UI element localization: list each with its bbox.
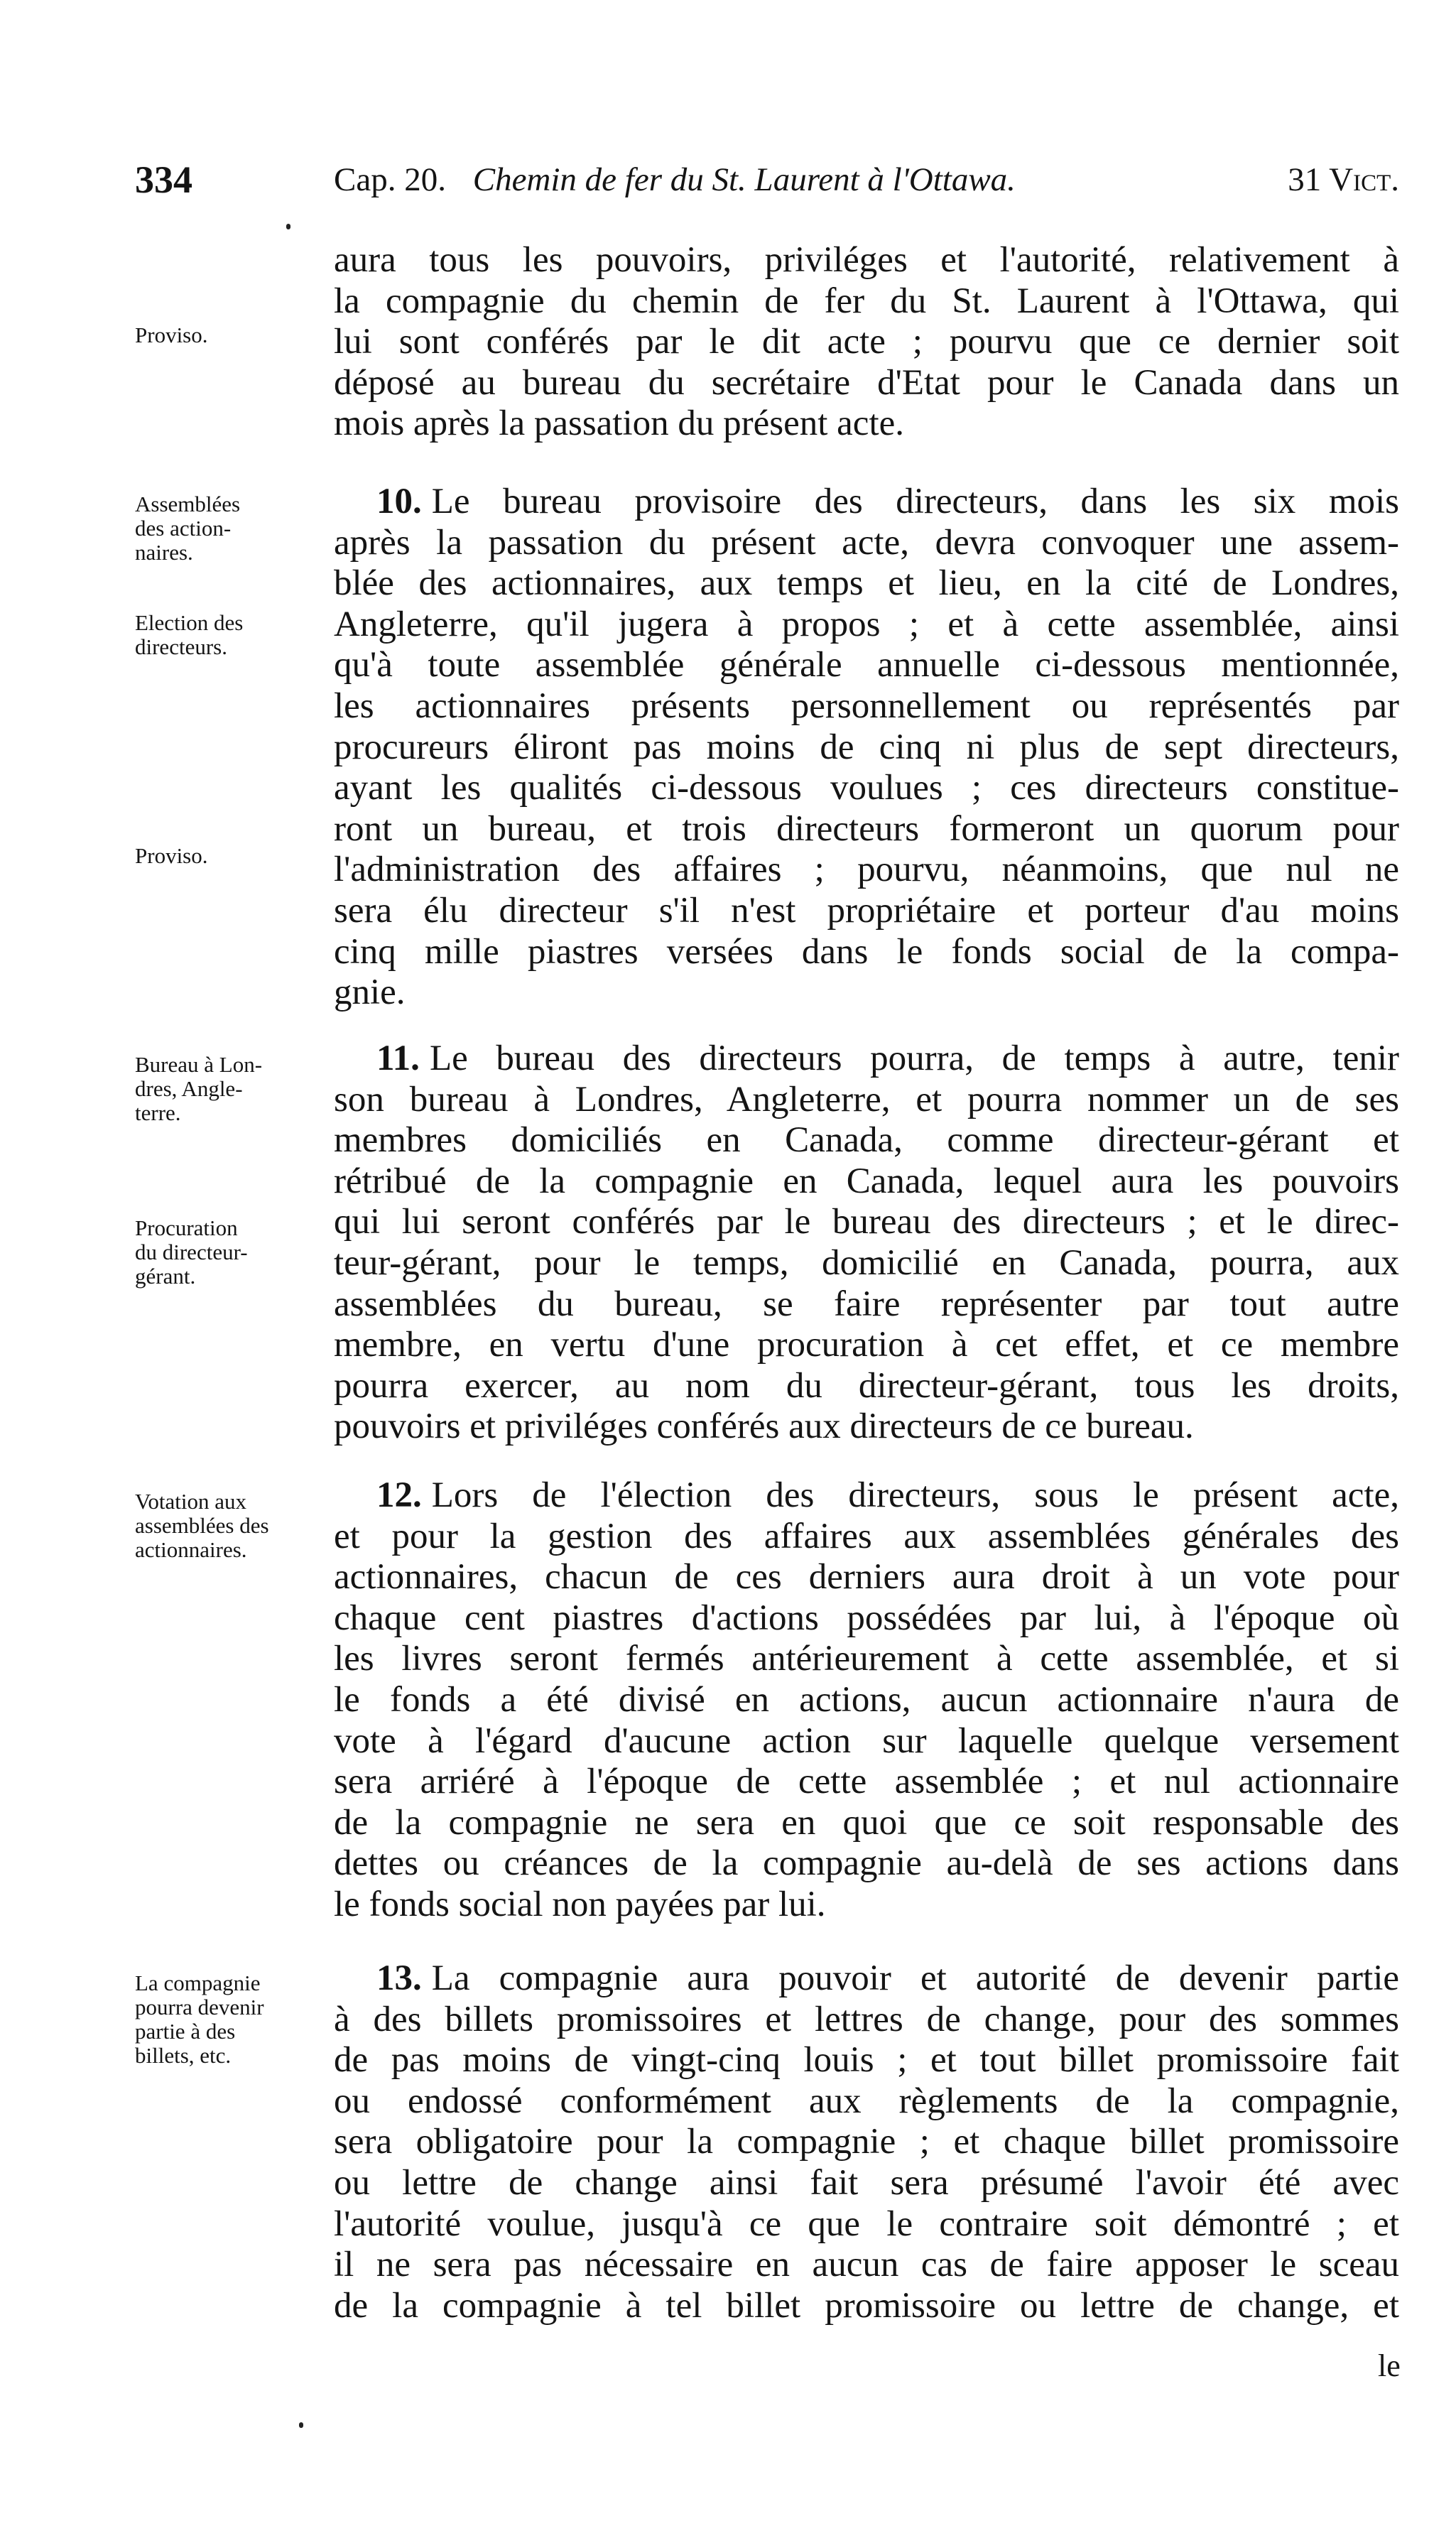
section-10 (334, 482, 1399, 1014)
catchword: le (1378, 2348, 1401, 2383)
margin-note-procuration: Procuration du directeur- gérant. (135, 1215, 248, 1289)
text-line: et pour la gestion des affaires aux assemblées générales des (334, 1516, 1399, 1556)
section-12 (334, 1475, 1399, 1926)
print-speck (286, 224, 290, 229)
text-line: Le bureau des directeurs pourra, de temps à autre, tenir (429, 1039, 1399, 1078)
text-line: lui sont conférés par le dit acte ; pourvu que ce dernier soit (334, 322, 1399, 362)
margin-note-votation: Votation aux assemblées des actionnaires. (135, 1489, 269, 1562)
intro-paragraph (334, 240, 1399, 445)
print-speck (299, 2422, 303, 2428)
chapter-label: Cap. 20. (334, 161, 446, 198)
text-line: les livres seront fermés antérieurement à cette assemblée, et si (334, 1639, 1399, 1679)
text-line: qu'à toute assemblée générale annuelle ci-dessous mentionnée, (334, 645, 1399, 685)
text-line: l'administration des affaires ; pourvu, néanmoins, que nul ne (334, 850, 1399, 890)
text-line: ou lettre de change ainsi fait sera présumé l'avoir été avec (334, 2162, 1399, 2203)
text-line: pourra exercer, au nom du directeur-gérant, tous les droits, (334, 1365, 1399, 1406)
text-line: dettes ou créances de la compagnie au-delà de ses actions dans (334, 1843, 1399, 1884)
section-11 (334, 1039, 1399, 1448)
text-line: actionnaires, chacun de ces derniers aura droit à un vote pour (334, 1557, 1399, 1598)
text-line: blée des actionnaires, aux temps et lieu, en la cité de Londres, (334, 563, 1399, 604)
text-line: teur-gérant, pour le temps, domicilié en Canada, pourra, aux (334, 1242, 1399, 1283)
text-line: ayant les qualités ci-dessous voulues ; ces directeurs constitue- (334, 768, 1399, 808)
section-number: 11. (376, 1039, 420, 1078)
margin-note-billets: La compagnie pourra devenir partie à des billets, etc. (135, 1970, 264, 2068)
running-header (0, 158, 1456, 215)
section-number: 10. (376, 482, 422, 521)
text-line: de pas moins de vingt-cinq louis ; et tout billet promissoire fait (334, 2040, 1399, 2081)
text-line: pouvoirs et priviléges conférés aux directeurs de ce bureau. (334, 1406, 1194, 1447)
text-line: la compagnie du chemin de fer du St. Laurent à l'Ottawa, qui (334, 281, 1399, 321)
margin-note-proviso: Proviso. (135, 322, 208, 347)
page-number: 334 (135, 158, 192, 201)
text-line: ou endossé conformément aux règlements de la compagnie, (334, 2081, 1399, 2121)
text-line: Angleterre, qu'il jugera à propos ; et à cette assemblée, ainsi (334, 604, 1399, 644)
text-line: le fonds social non payées par lui. (334, 1884, 826, 1924)
text-line: de la compagnie à tel billet promissoire ou lettre de change, et (334, 2285, 1399, 2326)
text-line: le fonds a été divisé en actions, aucun actionnaire n'aura de (334, 1679, 1399, 1720)
act-title: Chemin de fer du St. Laurent à l'Ottawa. (472, 161, 1016, 198)
text-line: aura tous les pouvoirs, priviléges et l'autorité, relativement à (334, 240, 1399, 280)
text-line: les actionnaires présents personnellement ou représentés par (334, 685, 1399, 726)
text-line: après la passation du présent acte, devra convoquer une assem- (334, 522, 1399, 563)
text-line: membre, en vertu d'une procuration à cet effet, et ce membre (334, 1325, 1399, 1365)
margin-note-assemblees: Assemblées des action- naires. (135, 492, 241, 565)
text-line: ront un bureau, et trois directeurs formeront un quorum pour (334, 808, 1399, 849)
text-line: l'autorité voulue, jusqu'à ce que le contraire soit démontré ; et (334, 2203, 1399, 2244)
text-line: son bureau à Londres, Angleterre, et pourra nommer un de ses (334, 1079, 1399, 1119)
text-line: vote à l'égard d'aucune action sur laquelle quelque versement (334, 1720, 1399, 1761)
text-line: mois après la passation du présent acte. (334, 403, 905, 444)
text-line: membres domiciliés en Canada, comme directeur-gérant et (334, 1120, 1399, 1161)
margin-note-bureau-londres: Bureau à Lon- dres, Angle- terre. (135, 1052, 263, 1125)
text-line: sera arriéré à l'époque de cette assemblée ; et nul actionnaire (334, 1762, 1399, 1802)
text-line: il ne sera pas nécessaire en aucun cas de faire apposer le sceau (334, 2245, 1399, 2285)
text-line: sera élu directeur s'il n'est propriétaire et porteur d'au moins (334, 890, 1399, 931)
text-line: déposé au bureau du secrétaire d'Etat pour le Canada dans un (334, 362, 1399, 403)
text-line: procureurs éliront pas moins de cinq ni plus de sept directeurs, (334, 727, 1399, 767)
text-line: qui lui seront conférés par le bureau des directeurs ; et le direc- (334, 1202, 1399, 1242)
text-line: assemblées du bureau, se faire représenter par tout autre (334, 1284, 1399, 1324)
text-line: chaque cent piastres d'actions possédées par lui, à l'époque où (334, 1598, 1399, 1638)
text-line: cinq mille piastres versées dans le fonds social de la compa- (334, 931, 1399, 972)
margin-note-proviso: Proviso. (135, 843, 208, 868)
session-label: 31 Vict. (1288, 161, 1399, 198)
text-line: à des billets promissoires et lettres de change, pour des sommes (334, 1999, 1399, 2039)
text-line: sera obligatoire pour la compagnie ; et chaque billet promissoire (334, 2122, 1399, 2162)
text-line: gnie. (334, 972, 406, 1013)
section-number: 12. (376, 1475, 422, 1515)
section-number: 13. (376, 1958, 422, 1998)
section-13 (334, 1958, 1399, 2326)
text-line: de la compagnie ne sera en quoi que ce soit responsable des (334, 1802, 1399, 1843)
running-head (334, 161, 1399, 199)
text-line: La compagnie aura pouvoir et autorité de devenir partie (431, 1958, 1399, 1998)
text-line: rétribué de la compagnie en Canada, lequel aura les pouvoirs (334, 1161, 1399, 1201)
margin-note-election: Election des directeurs. (135, 610, 244, 659)
text-line: Le bureau provisoire des directeurs, dans les six mois (431, 482, 1399, 521)
text-line: Lors de l'élection des directeurs, sous le présent acte, (431, 1475, 1399, 1515)
